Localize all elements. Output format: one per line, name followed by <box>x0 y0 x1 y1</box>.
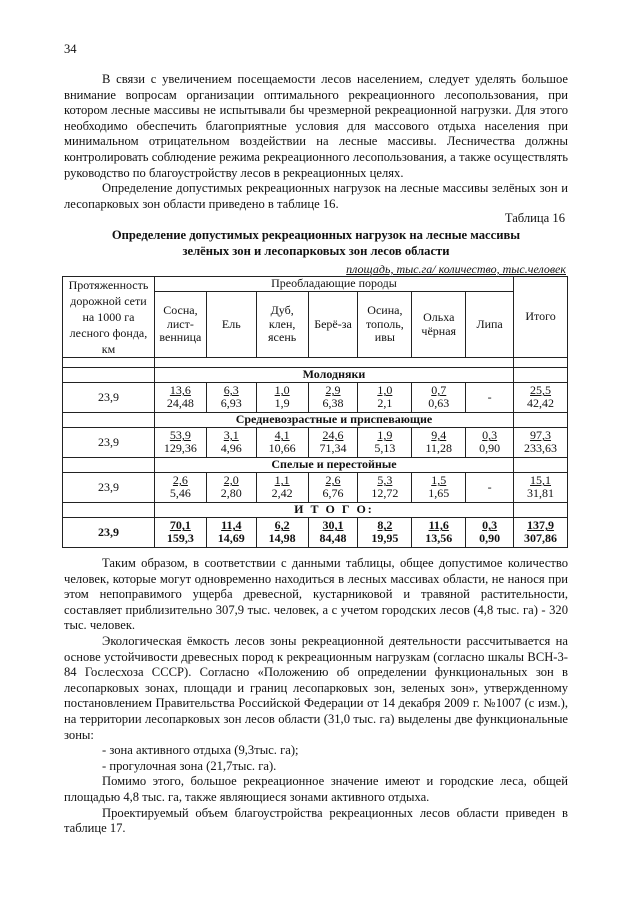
header-total: Итого <box>514 277 568 358</box>
species-cell <box>154 428 206 458</box>
area-value: 2,0 <box>223 473 239 488</box>
section-header-row <box>63 458 568 473</box>
species-cell <box>412 473 466 503</box>
header-dominant-species: Преобладающие породы <box>154 277 513 292</box>
species-cell <box>466 383 514 413</box>
area-value: 0,3 <box>482 428 498 443</box>
area-total: 25,5 <box>530 383 552 398</box>
area-value: 8,2 <box>377 518 393 533</box>
area-value: 5,3 <box>377 473 393 488</box>
people-value: 6,38 <box>322 396 344 411</box>
species-cell <box>206 518 256 548</box>
people-value: 6,76 <box>322 486 344 501</box>
area-value: 30,1 <box>322 518 344 533</box>
area-value: - <box>487 389 492 404</box>
table-title-line-1: Определение допустимых рекреационных нагрузок на лесные массивы <box>111 228 521 242</box>
area-value: 0,3 <box>482 518 498 533</box>
total-cell <box>514 518 568 548</box>
total-cell <box>514 473 568 503</box>
after-text <box>64 556 568 837</box>
people-value: 0,90 <box>479 531 501 546</box>
table-title <box>64 228 568 259</box>
recreational-load-table <box>62 276 568 548</box>
people-value: 2,80 <box>220 486 242 501</box>
section-header-row <box>63 368 568 383</box>
header-species: Липа <box>466 292 514 358</box>
section-header-row <box>63 413 568 428</box>
area-value: 1,0 <box>274 383 290 398</box>
people-value: 0,90 <box>479 441 501 456</box>
page-number: 34 <box>64 42 77 56</box>
area-value: 13,6 <box>169 383 191 398</box>
species-cell <box>206 473 256 503</box>
species-cell <box>308 473 358 503</box>
area-value: 1,0 <box>377 383 393 398</box>
road-density-cell: 23,9 <box>63 383 155 413</box>
species-cell <box>412 518 466 548</box>
area-value: 1,5 <box>431 473 447 488</box>
after-paragraph-1: Таким образом, в соответствии с данными таблицы, общее допустимое количество человек, которые могут одновременно находиться в лесных массивах области, не нанося при этом непоправимого ущерба древесной, кустарниковой и травяной растительности, составляет приблизительно 307,9 тыс. человек, а с учетом городских лесов (4,8 тыс. га) - 320 тыс. человек. <box>64 556 568 633</box>
species-cell <box>256 383 308 413</box>
area-value: 11,4 <box>221 518 242 533</box>
area-value: 6,2 <box>274 518 290 533</box>
people-value: 5,46 <box>169 486 191 501</box>
people-value: 84,48 <box>319 531 347 546</box>
section-title: И Т О Г О: <box>154 503 513 518</box>
species-cell <box>358 518 412 548</box>
header-species: Ольха чёрная <box>412 292 466 358</box>
species-cell <box>358 428 412 458</box>
people-value: 71,34 <box>319 441 347 456</box>
species-cell <box>308 428 358 458</box>
area-value: 1,1 <box>274 473 290 488</box>
header-species: Берё-за <box>308 292 358 358</box>
zone-item: - прогулочная зона (21,7тыс. га). <box>102 758 277 773</box>
species-cell <box>412 428 466 458</box>
people-value: 4,96 <box>220 441 242 456</box>
road-density-cell: 23,9 <box>63 473 155 503</box>
area-value: 1,9 <box>377 428 393 443</box>
header-species: Сосна, лист-венница <box>154 292 206 358</box>
people-value: 5,13 <box>374 441 396 456</box>
people-value: 14,98 <box>268 531 296 546</box>
people-value: 19,95 <box>371 531 399 546</box>
table-number: Таблица 16 <box>504 211 565 225</box>
after-paragraph-2: Экологическая ёмкость лесов зоны рекреационной деятельности рассчитывается на основе устойчивости древесных пород к рекреационным нагрузкам (согласно шкалы ВСН-3-84 Гослесхоза СССР). Согласно «Положению об определении функциональных зон в лесопарковых зонах, площади и границ лесопарковых зон, зеленых зон», утвержденному постановлением Правительства Российской Федерации от 14 декабря 2009 г. №1007 (с изм.), на территории лесопарковых зон лесов области (31,0 тыс. га) выделены две функциональные зоны: <box>64 633 568 742</box>
table-title-line-2: зелёных зон и лесопарковых зон лесов области <box>182 243 450 258</box>
species-cell <box>256 518 308 548</box>
species-cell <box>154 383 206 413</box>
area-total: 15,1 <box>530 473 552 488</box>
table-row <box>63 518 568 548</box>
people-total: 307,86 <box>524 531 558 546</box>
table-row <box>63 383 568 413</box>
table-row <box>63 428 568 458</box>
area-value: 6,3 <box>223 383 239 398</box>
people-value: 159,3 <box>166 531 194 546</box>
people-total: 42,42 <box>527 396 555 411</box>
people-total: 31,81 <box>527 486 555 501</box>
closing-paragraph-1: Помимо этого, большое рекреационное значение имеют и городские леса, общей площадью 4,8 тыс. га, также являющиеся зонами активного отдыха. <box>64 774 568 804</box>
area-value: 2,6 <box>172 473 188 488</box>
total-cell <box>514 383 568 413</box>
area-value: 4,1 <box>274 428 290 443</box>
species-cell <box>206 383 256 413</box>
people-value: 129,36 <box>163 441 197 456</box>
intro-paragraph-2: Определение допустимых рекреационных нагрузок на лесные массивы зелёных зон и лесопарковых зон области приведено в таблице 16. <box>64 181 568 211</box>
species-cell <box>256 473 308 503</box>
people-value: 0,63 <box>428 396 450 411</box>
people-value: 10,66 <box>268 441 296 456</box>
intro-text <box>64 72 568 212</box>
area-value: 3,1 <box>223 428 239 443</box>
area-value: 2,6 <box>325 473 341 488</box>
area-value: 70,1 <box>169 518 191 533</box>
area-total: 97,3 <box>530 428 552 443</box>
section-header-row <box>63 503 568 518</box>
section-title: Спелые и перестойные <box>154 458 513 473</box>
closing-paragraph-2: Проектируемый объем благоустройства рекреационных лесов области приведен в таблице 17. <box>64 805 568 836</box>
species-cell <box>466 518 514 548</box>
species-cell <box>466 428 514 458</box>
species-cell <box>466 473 514 503</box>
area-value: 24,6 <box>322 428 344 443</box>
header-road-network: Протяженность дорожной сети на 1000 га лесного фонда, км <box>63 277 155 358</box>
header-species: Дуб, клен, ясень <box>256 292 308 358</box>
people-value: 1,65 <box>428 486 450 501</box>
species-cell <box>412 383 466 413</box>
road-density-cell: 23,9 <box>63 518 155 548</box>
people-value: 13,56 <box>425 531 453 546</box>
area-value: 11,6 <box>428 518 449 533</box>
species-cell <box>206 428 256 458</box>
people-value: 2,42 <box>271 486 293 501</box>
people-value: 2,1 <box>377 396 393 411</box>
people-total: 233,63 <box>524 441 558 456</box>
species-cell <box>358 473 412 503</box>
species-cell <box>358 383 412 413</box>
species-cell <box>154 518 206 548</box>
total-cell <box>514 428 568 458</box>
species-cell <box>154 473 206 503</box>
area-value: 53,9 <box>169 428 191 443</box>
header-species: Осина, тополь, ивы <box>358 292 412 358</box>
species-cell <box>256 428 308 458</box>
area-value: - <box>487 479 492 494</box>
people-value: 12,72 <box>371 486 399 501</box>
table-row <box>63 473 568 503</box>
area-total: 137,9 <box>527 518 555 533</box>
people-value: 6,93 <box>220 396 242 411</box>
road-density-cell: 23,9 <box>63 428 155 458</box>
people-value: 11,28 <box>425 441 453 456</box>
people-value: 1,9 <box>274 396 290 411</box>
area-value: 0,7 <box>431 383 447 398</box>
section-title: Средневозрастные и приспевающие <box>154 413 513 428</box>
section-title: Молодняки <box>154 368 513 383</box>
species-cell <box>308 383 358 413</box>
people-value: 24,48 <box>166 396 194 411</box>
intro-paragraph-1: В связи с увеличением посещаемости лесов населением, следует уделять большое внимание вопросам организации оптимального рекреационного лесопользования, при котором лесные массивы не испытывали бы чрезмерной рекреационной нагрузки. Для этого необходимо обеспечить благоприятные условия для массового отдыха населения при минимальном отрицательном воздействии на лесные массивы. Лесничества должны контролировать соблюдение режима рекреационного лесопользования, а также осуществлять руководство по благоустройству лесов в рекреационных целях. <box>64 72 568 180</box>
species-cell <box>308 518 358 548</box>
table-units: площадь, тыс.га/ количество, тыс.человек <box>346 262 566 276</box>
people-value: 14,69 <box>217 531 245 546</box>
zone-item: - зона активного отдыха (9,3тыс. га); <box>102 743 299 758</box>
header-species: Ель <box>206 292 256 358</box>
area-value: 2,9 <box>325 383 341 398</box>
area-value: 9,4 <box>431 428 447 443</box>
